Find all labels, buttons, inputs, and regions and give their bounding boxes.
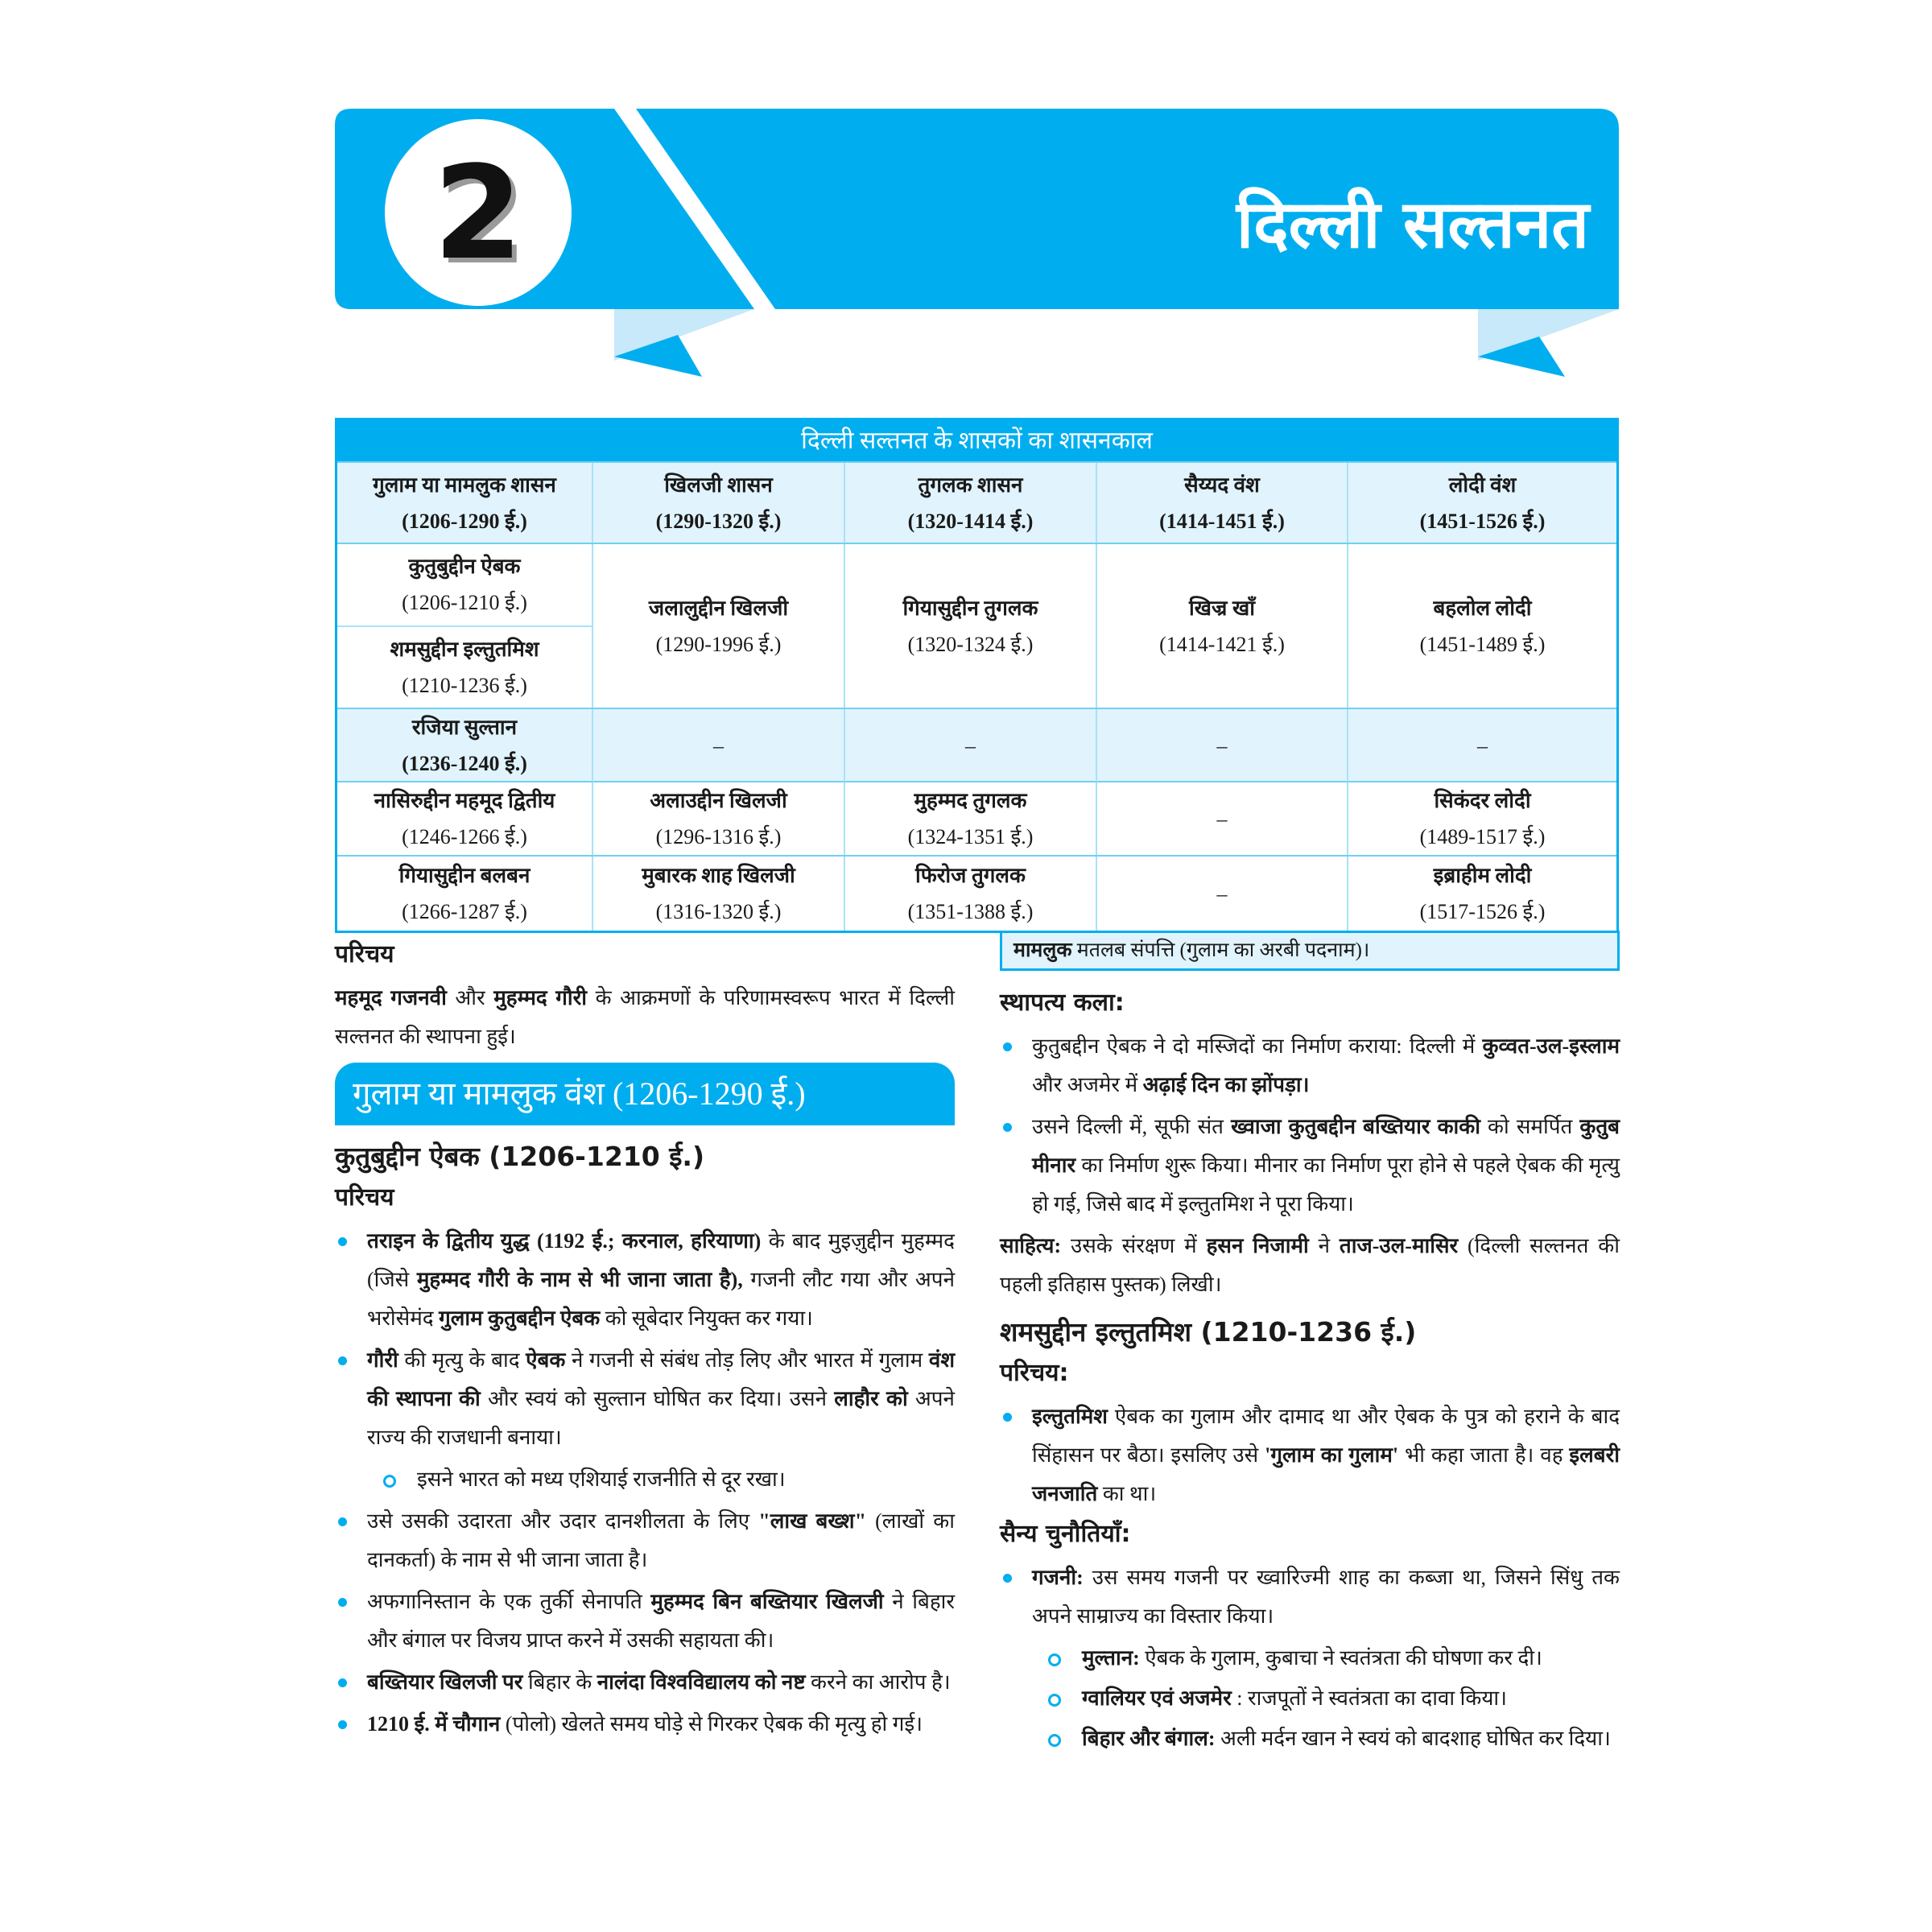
- text: कुतुबुद्दीन ऐबक (1206-1210 ई.): [335, 1141, 705, 1172]
- table-header-cell: [592, 463, 844, 543]
- section-heading: [335, 1180, 955, 1216]
- ruler-years: (1316-1320 ई.): [655, 900, 782, 923]
- table-cell: [1096, 782, 1347, 855]
- ruler-entry: [1097, 857, 1347, 931]
- text: कुतुबद्दीन ऐबक ने दो मस्जिदों का निर्माण कराया: दिल्ली में: [1032, 1034, 1483, 1058]
- text: गजनी लौट गया और अपने भरोसेमंद: [367, 1268, 955, 1330]
- table-body: [337, 543, 1616, 931]
- ruler-years: (1451-1489 ई.): [1419, 632, 1546, 656]
- text: उस समय गजनी पर ख्वारिज्मी शाह का कब्जा था, जिसने सिंधु तक अपने साम्राज्य का विस्तार किया।: [1032, 1566, 1620, 1628]
- subsection-title: [1000, 1312, 1620, 1352]
- bold-text: बिहार और बंगाल:: [1082, 1727, 1216, 1750]
- ruler-years: (1320-1324 ई.): [907, 632, 1034, 656]
- text: उसे उसकी उदारता और उदार दानशीलता के लिए: [367, 1509, 759, 1533]
- text: के बाद मुइज़ुद्दीन मुहम्मद (जिसे: [367, 1229, 955, 1291]
- bold-text: ग्वालियर एवं अजमेर: [1082, 1686, 1232, 1710]
- empty-dash: –: [965, 733, 976, 758]
- text: बिहार के: [522, 1670, 597, 1694]
- text: के आक्रमणों के परिणामस्वरूप भारत में दिल्ली सल्तनत की स्थापना हुई।: [335, 986, 955, 1048]
- bold-text: साहित्य:: [1000, 1234, 1062, 1257]
- bold-text: गौरी: [367, 1348, 398, 1372]
- ruler-entry: [845, 782, 1096, 855]
- empty-dash: –: [1216, 881, 1228, 906]
- bold-text: ताज-उल-मासिर: [1339, 1234, 1459, 1257]
- bullet-item: [1000, 1108, 1620, 1224]
- header-dynasty-name: तुगलक शासन: [918, 473, 1023, 497]
- ruler-years: (1324-1351 ई.): [907, 825, 1034, 848]
- ruler-name: गियासुद्दीन तुगलक: [902, 596, 1038, 620]
- ruler-entry: [1097, 709, 1347, 782]
- table-cell: [844, 857, 1096, 931]
- bold-text: गुलाम कुतुबद्दीन ऐबक: [439, 1307, 601, 1330]
- bullet-item: [1000, 1027, 1620, 1104]
- bold-text: ख्वाजा कुतुबद्दीन बख्तियार काकी: [1231, 1115, 1480, 1138]
- ruler-name: सिकंदर लोदी: [1434, 789, 1531, 812]
- text: का निर्माण शुरू किया। मीनार का निर्माण पूरा होने से पहले ऐबक की मृत्यु हो गई, जिसे बाद में इल्तुतमिश ने पूरा किया।: [1032, 1154, 1620, 1216]
- bold-text: लाहौर को: [834, 1387, 908, 1410]
- bullet-item: [335, 1222, 955, 1338]
- bold-text: ऐबक: [526, 1348, 566, 1372]
- bold-text: तराइन के द्वितीय युद्ध (1192 ई.; करनाल, हरियाणा): [367, 1229, 762, 1253]
- ruler-name: खिज्र खाँ: [1189, 596, 1255, 620]
- table-cell: [337, 709, 592, 782]
- ruler-name: कुतुबुद्दीन ऐबक: [408, 555, 521, 579]
- bold-text: मुल्तान:: [1082, 1646, 1140, 1670]
- section-heading: [335, 937, 955, 972]
- bold-text: कुतुब मीनार: [1032, 1115, 1620, 1177]
- ruler-entry: [593, 709, 844, 782]
- text: ऐबक का गुलाम और दामाद था और ऐबक के पुत्र को हराने के बाद सिंहासन पर बैठा। इसलिए उसे: [1032, 1405, 1620, 1467]
- text: सैन्य चुनौतियाँ:: [1000, 1520, 1131, 1548]
- sub-bullet-item: [1000, 1719, 1620, 1758]
- text: की मृत्यु के बाद: [398, 1348, 526, 1372]
- ruler-years: (1290-1996 ई.): [655, 632, 782, 656]
- text: इसने भारत को मध्य एशियाई राजनीति से दूर रखा।: [417, 1468, 786, 1491]
- header-dynasty-name: सैय्यद वंश: [1184, 473, 1260, 497]
- table-header-cell: [844, 463, 1096, 543]
- ruler-years: (1246-1266 ई.): [402, 825, 527, 848]
- text: और: [446, 986, 494, 1009]
- section-heading: [1000, 1517, 1620, 1552]
- empty-dash: –: [1216, 733, 1228, 758]
- note-box: [1000, 931, 1620, 971]
- ruler-entry: [1348, 782, 1616, 855]
- header-dynasty-name: लोदी वंश: [1448, 473, 1517, 497]
- header-dynasty-years: (1290-1320 ई.): [655, 509, 782, 533]
- text: का था।: [1097, 1482, 1157, 1505]
- text: मतलब संपत्ति (गुलाम का अरबी पदनाम)।: [1071, 939, 1370, 961]
- text: को समर्पित: [1480, 1115, 1580, 1138]
- ruler-name: शमसुद्दीन इल्तुतमिश: [390, 637, 539, 661]
- bold-text: हसन निजामी: [1206, 1234, 1309, 1257]
- table-cell: [844, 782, 1096, 855]
- table-cell: [592, 857, 844, 931]
- empty-dash: –: [1477, 733, 1488, 758]
- sub-bullet-item: [1000, 1679, 1620, 1718]
- text: स्थापत्य कला:: [1000, 989, 1125, 1017]
- table-cell: [1347, 709, 1616, 782]
- table-cell: [1347, 782, 1616, 855]
- table-cell: [337, 782, 592, 855]
- table-cell: [1096, 709, 1347, 782]
- ruler-years: (1206-1210 ई.): [402, 591, 527, 615]
- text: : राजपूतों ने स्वतंत्रता का दावा किया।: [1231, 1686, 1507, 1710]
- bold-text: 1210 ई. में चौगान: [367, 1712, 501, 1736]
- bold-text: महमूद गजनवी: [335, 986, 447, 1009]
- text: ने गजनी से संबंध तोड़ लिए और भारत में गुलाम: [565, 1348, 929, 1372]
- table-cell: [337, 857, 592, 931]
- ruler-name: गियासुद्दीन बलबन: [398, 864, 530, 887]
- table-title: दिल्ली सल्तनत के शासकों का शासनकाल: [337, 420, 1616, 461]
- bold-text: अढ़ाई दिन का झोंपड़ा।: [1142, 1073, 1310, 1096]
- bold-text: इल्तुतमिश: [1032, 1405, 1108, 1428]
- text: (लाखों का दानकर्ता) के नाम से भी जाना जाता है।: [367, 1509, 955, 1571]
- header-dynasty-name: गुलाम या मामलुक शासन: [373, 473, 556, 497]
- left-column: [335, 934, 955, 1747]
- text: अफगानिस्तान के एक तुर्की सेनापति: [367, 1590, 651, 1613]
- table-row: [337, 543, 1616, 708]
- text: और अजमेर में: [1032, 1073, 1143, 1096]
- section-banner: [335, 1063, 955, 1125]
- text: को सूबेदार नियुक्त कर गया।: [600, 1307, 813, 1330]
- text: करने का आरोप है।: [805, 1670, 951, 1694]
- ruler-entry: [337, 782, 592, 855]
- text: अली मर्दन खान ने स्वयं को बादशाह घोषित कर दिया।: [1215, 1727, 1611, 1750]
- table-cell: [1347, 544, 1616, 708]
- bullet-item: [335, 1583, 955, 1660]
- chapter-banner: [0, 0, 1932, 386]
- table-cell: [1096, 857, 1347, 931]
- section-heading: [1000, 985, 1620, 1021]
- bold-text: मुहम्मद बिन बख्तियार खिलजी: [650, 1590, 884, 1613]
- bold-text: "लाख बख्श": [758, 1509, 866, 1533]
- right-column: [1000, 931, 1620, 1760]
- ruler-name: मुहम्मद तुगलक: [914, 789, 1027, 812]
- header-dynasty-name: खिलजी शासन: [664, 473, 773, 497]
- ruler-name: नासिरुद्दीन महमूद द्वितीय: [374, 789, 555, 812]
- text: उसके संरक्षण में: [1061, 1234, 1207, 1257]
- table-cell: [337, 544, 592, 708]
- table-header-row: [337, 461, 1616, 543]
- text: परिचय:: [1000, 1359, 1069, 1387]
- bold-text: वंश की स्थापना की: [367, 1348, 955, 1410]
- bold-text: मुहम्मद गौरी के नाम से भी जाना जाता है),: [416, 1268, 743, 1291]
- table-row: [337, 708, 1616, 781]
- ruler-entry: [337, 857, 592, 931]
- ruler-years: (1296-1316 ई.): [655, 825, 782, 848]
- text: अपने राज्य की राजधानी बनाया।: [367, 1387, 955, 1449]
- table-cell: [592, 544, 844, 708]
- ruler-years: (1414-1421 ई.): [1159, 632, 1285, 656]
- table-row: [337, 855, 1616, 931]
- ruler-entry: [845, 709, 1096, 782]
- bold-text: कुव्वत-उल-इस्लाम: [1482, 1034, 1620, 1058]
- bullet-item: [335, 1502, 955, 1579]
- text: गुलाम या मामलुक वंश (1206-1290 ई.): [353, 1075, 806, 1112]
- ruler-years: (1351-1388 ई.): [907, 900, 1034, 923]
- ruler-entry: [593, 782, 844, 855]
- table-row: [337, 781, 1616, 855]
- sub-bullet-item: [1000, 1639, 1620, 1678]
- ruler-entry: [1348, 544, 1616, 708]
- text: परिचय: [335, 1183, 394, 1212]
- ruler-name: इब्राहीम लोदी: [1433, 864, 1532, 887]
- ruler-name: फिरोज तुगलक: [915, 864, 1026, 887]
- bold-text: 'गुलाम का गुलाम': [1265, 1443, 1399, 1467]
- ruler-years: (1517-1526 ई.): [1419, 900, 1546, 923]
- ruler-name: रजिया सुल्तान: [411, 716, 518, 739]
- empty-dash: –: [713, 733, 724, 758]
- bullet-item: [335, 1663, 955, 1702]
- ruler-entry: [1097, 544, 1347, 708]
- text: भी कहा जाता है। वह: [1398, 1443, 1570, 1467]
- bold-text: मामलुक: [1013, 939, 1072, 961]
- table-cell: [844, 709, 1096, 782]
- ruler-years: (1489-1517 ई.): [1419, 825, 1546, 848]
- table-cell: [1347, 857, 1616, 931]
- text: और स्वयं को सुल्तान घोषित कर दिया। उसने: [480, 1387, 835, 1410]
- bullet-item: [1000, 1397, 1620, 1513]
- table-cell: [844, 544, 1096, 708]
- table-header-cell: [337, 463, 592, 543]
- ruler-entry: [1348, 857, 1616, 931]
- text: (दिल्ली सल्तनत की पहली इतिहास पुस्तक) लिखी।: [1000, 1234, 1620, 1296]
- ruler-entry: [337, 625, 592, 708]
- text: (पोलो) खेलते समय घोड़े से गिरकर ऐबक की मृत्यु हो गई।: [500, 1712, 923, 1736]
- bullet-item: [335, 1705, 955, 1744]
- ruler-entry: [845, 544, 1096, 708]
- subsection-title: [335, 1137, 955, 1177]
- text: उसने दिल्ली में, सूफी संत: [1032, 1115, 1232, 1138]
- header-dynasty-years: (1414-1451 ई.): [1159, 509, 1285, 533]
- ruler-entry: [845, 857, 1096, 931]
- bold-text: नालंदा विश्वविद्यालय को नष्ट: [597, 1670, 806, 1694]
- text: परिचय: [335, 940, 394, 968]
- table-cell: [1096, 544, 1347, 708]
- bullet-item: [1000, 1558, 1620, 1636]
- ruler-name: मुबारक शाह खिलजी: [642, 864, 795, 887]
- empty-dash: –: [1216, 807, 1228, 831]
- ruler-name: अलाउद्दीन खिलजी: [650, 789, 787, 812]
- text: शमसुद्दीन इल्तुतमिश (1210-1236 ई.): [1000, 1316, 1417, 1348]
- chapter-title: दिल्ली सल्तनत: [1236, 186, 1589, 263]
- table-cell: [592, 782, 844, 855]
- ruler-entry: [593, 544, 844, 708]
- ruler-entry: [337, 544, 592, 625]
- ruler-entry: [1097, 782, 1347, 855]
- ruler-years: (1236-1240 ई.): [402, 752, 527, 775]
- header-dynasty-years: (1320-1414 ई.): [907, 509, 1034, 533]
- ruler-entry: [593, 857, 844, 931]
- ruler-name: जलालुद्दीन खिलजी: [648, 596, 789, 620]
- section-heading: [1000, 1356, 1620, 1391]
- ruler-years: (1266-1287 ई.): [402, 900, 527, 923]
- bold-text: गजनी:: [1032, 1566, 1084, 1589]
- header-dynasty-years: (1451-1526 ई.): [1419, 509, 1546, 533]
- ruler-name: बहलोल लोदी: [1433, 596, 1532, 620]
- text: ने बिहार और बंगाल पर विजय प्राप्त करने में उसकी सहायता की।: [367, 1590, 955, 1652]
- bold-text: मुहम्मद गौरी: [493, 986, 588, 1009]
- bold-text: बख्तियार खिलजी पर: [367, 1670, 523, 1694]
- paragraph: [335, 979, 955, 1056]
- table-cell: [592, 709, 844, 782]
- text: ने: [1308, 1234, 1340, 1257]
- ruler-entry: [337, 709, 592, 782]
- sub-bullet-item: [335, 1460, 955, 1499]
- table-header-cell: [1347, 463, 1616, 543]
- ruler-entry: [1348, 709, 1616, 782]
- paragraph: [1000, 1227, 1620, 1304]
- table-header-cell: [1096, 463, 1347, 543]
- rulers-table: [335, 418, 1619, 933]
- bullet-item: [335, 1341, 955, 1457]
- ruler-years: (1210-1236 ई.): [402, 673, 527, 697]
- bold-text: इलबरी जनजाति: [1032, 1443, 1620, 1505]
- text: ऐबक के गुलाम, कुबाचा ने स्वतंत्रता की घोषणा कर दी।: [1139, 1646, 1542, 1670]
- chapter-number: 2: [433, 137, 523, 288]
- header-dynasty-years: (1206-1290 ई.): [402, 509, 527, 533]
